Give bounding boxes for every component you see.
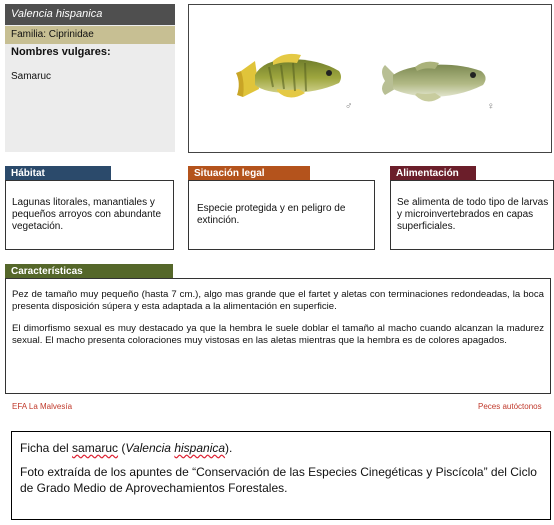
male-fish xyxy=(236,54,353,112)
caption-line-2: Foto extraída de los apuntes de “Conservación de las Especies Cinegéticas y Piscícola” del Ciclo de Grado Medio de Aprovechamientos Forestales. xyxy=(20,465,537,495)
habitat-text: Lagunas litorales, manantiales y pequeños arroyos con abundante vegetación. xyxy=(5,180,174,250)
legal-status-header: Situación legal xyxy=(188,166,310,180)
characteristics-header: Características xyxy=(5,264,173,278)
caption-box xyxy=(11,431,551,520)
caption-genus: Valencia xyxy=(125,441,171,455)
characteristics-paragraph-1: Pez de tamaño muy pequeño (hasta 7 cm.), algo mas grande que el fartet y aletas con terminaciones redondeadas, la boca presenta disposición súpera y esta adaptada a la alimentación en superficie. xyxy=(12,289,544,312)
footer-section: Peces autóctonos xyxy=(478,402,542,411)
common-name-value: Samaruc xyxy=(11,71,52,82)
caption-common-name: samaruc xyxy=(72,441,119,455)
characteristics-box xyxy=(5,278,551,394)
caption-open: ( xyxy=(118,441,126,455)
fish-illustration-icon xyxy=(189,5,551,152)
male-symbol: ♂ xyxy=(345,101,353,112)
caption-close: ). xyxy=(225,441,233,455)
footer-school: EFA La Malvesía xyxy=(12,402,73,411)
common-names-label: Nombres vulgares: xyxy=(11,46,111,58)
characteristics-paragraph-2: El dimorfismo sexual es muy destacado ya que la hembra le suele doblar el tamaño al macho cuando alcanzan la madurez sexual. El macho presenta coloraciones muy vistosas en las aletas mientras que la hembra es de colores apagados. xyxy=(12,323,544,346)
species-scientific-name: Valencia hispanica xyxy=(5,4,175,25)
fish-photo xyxy=(188,4,552,153)
caption-prefix: Ficha del xyxy=(20,441,73,455)
diet-header: Alimentación xyxy=(390,166,476,180)
diet-text: Se alimenta de todo tipo de larvas y microinvertebrados en capas superficiales. xyxy=(390,180,554,250)
legal-status-text: Especie protegida y en peligro de extinción. xyxy=(188,180,375,250)
female-symbol: ♀ xyxy=(487,101,495,112)
caption-line-1 xyxy=(20,440,542,456)
family-label: Familia: Ciprinidae xyxy=(5,26,175,44)
female-fish xyxy=(382,62,495,112)
caption-species: hispanica xyxy=(174,441,226,455)
habitat-header: Hábitat xyxy=(5,166,111,180)
